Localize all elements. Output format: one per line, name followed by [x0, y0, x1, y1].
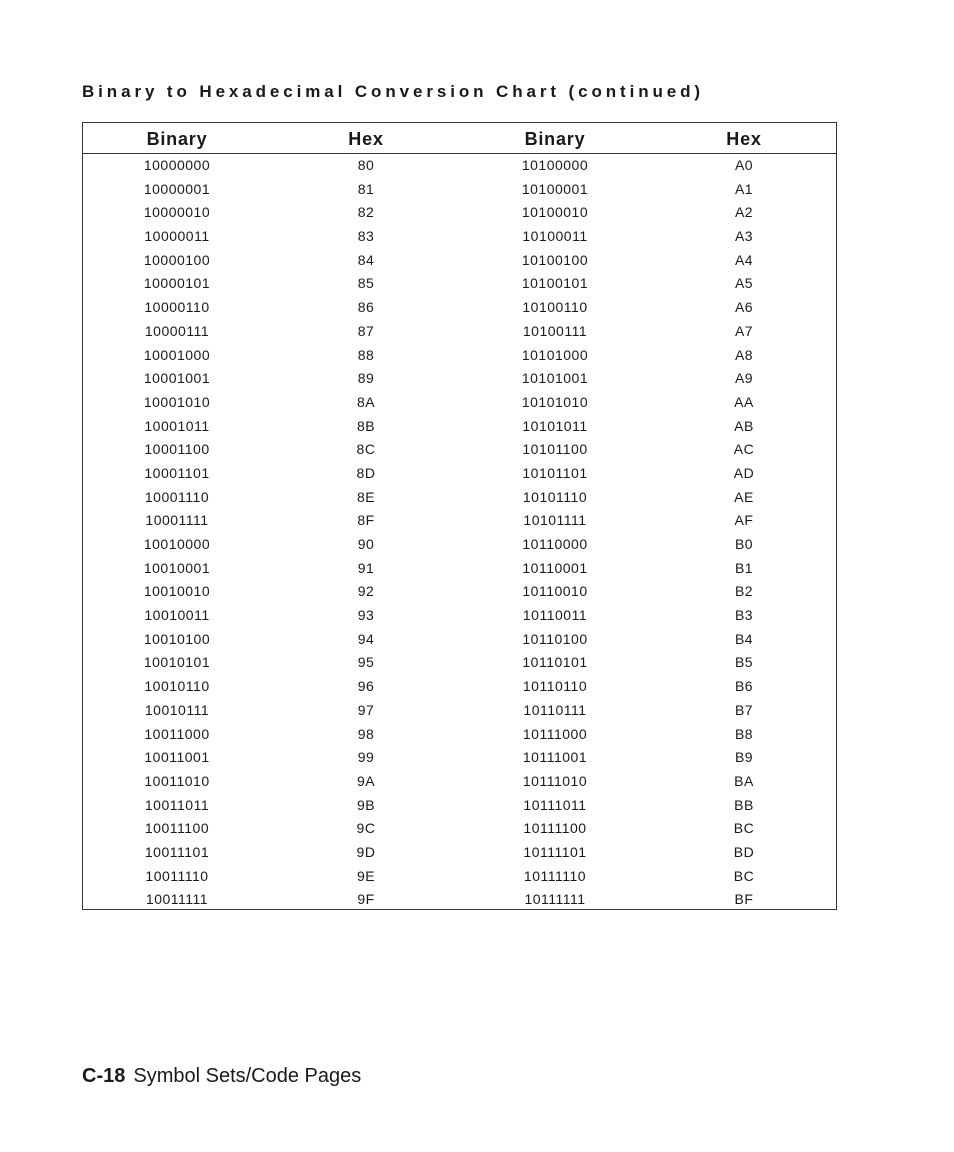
cell-hex-left: 8B	[356, 417, 376, 434]
cell-hex-right: B5	[734, 654, 754, 671]
cell-hex-right: B7	[734, 701, 754, 718]
table-row	[83, 367, 836, 391]
table-row	[83, 699, 836, 723]
cell-binary-left: 10011011	[144, 796, 210, 813]
cell-hex-left: 8F	[357, 512, 375, 529]
cell-binary-left: 10000000	[143, 157, 211, 173]
cell-hex-left: 98	[357, 725, 375, 742]
cell-binary-right: 10101001	[521, 370, 589, 387]
cell-binary-right: 10101110	[522, 488, 588, 505]
cell-hex-right: B0	[734, 536, 754, 552]
cell-binary-left: 10011110	[145, 867, 209, 884]
cell-binary-right: 10111101	[523, 843, 587, 860]
table-row	[83, 344, 836, 368]
cell-binary-left: 10001101	[144, 464, 210, 481]
cell-binary-left: 10001110	[144, 488, 210, 505]
cell-binary-left: 10010110	[144, 678, 210, 695]
table-row	[83, 770, 836, 794]
cell-binary-right: 10111001	[522, 749, 588, 766]
cell-binary-left: 10010000	[143, 536, 211, 552]
cell-hex-right: A0	[734, 157, 754, 173]
cell-hex-right: AB	[734, 417, 754, 434]
cell-binary-left: 10010011	[144, 607, 210, 624]
table-row	[83, 557, 836, 581]
cell-binary-left: 10010111	[144, 701, 210, 718]
cell-binary-left: 10000110	[144, 299, 210, 316]
header-binary-right: Binary	[524, 129, 586, 149]
cell-hex-right: A7	[734, 322, 754, 339]
cell-binary-left: 10010010	[143, 583, 211, 600]
page-number: C-18	[82, 1065, 126, 1087]
cell-hex-left: 86	[357, 299, 375, 316]
cell-hex-left: 8A	[356, 393, 376, 410]
cell-binary-left: 10000100	[143, 251, 211, 268]
table-row	[83, 178, 836, 202]
cell-hex-left: 95	[357, 654, 375, 671]
cell-binary-left: 10011100	[144, 820, 210, 837]
cell-hex-right: A9	[734, 370, 754, 387]
cell-hex-left: 9E	[356, 867, 376, 884]
cell-hex-left: 9B	[356, 796, 376, 813]
cell-hex-right: A3	[734, 228, 754, 245]
table-row	[83, 651, 836, 675]
cell-hex-left: 85	[357, 275, 375, 292]
cell-hex-right: AE	[734, 488, 754, 505]
table-row	[83, 841, 836, 865]
cell-hex-left: 94	[357, 630, 375, 647]
table-row	[83, 225, 836, 249]
cell-hex-right: AF	[734, 512, 754, 529]
cell-hex-right: AA	[734, 393, 754, 410]
table-body	[83, 154, 836, 912]
cell-hex-right: A1	[734, 180, 754, 197]
cell-hex-right: B9	[734, 749, 754, 766]
cell-binary-left: 10010100	[143, 630, 211, 647]
cell-hex-left: 88	[357, 346, 375, 363]
cell-hex-right: B3	[734, 607, 754, 624]
table-row	[83, 817, 836, 841]
header-binary-left: Binary	[146, 129, 208, 149]
cell-binary-right: 10110111	[523, 701, 587, 718]
cell-hex-left: 82	[357, 204, 375, 221]
page-footer	[82, 1065, 361, 1088]
cell-binary-right: 10101011	[522, 417, 588, 434]
cell-binary-right: 10100100	[521, 251, 589, 268]
cell-binary-left: 10011111	[145, 891, 209, 908]
table-row	[83, 865, 836, 889]
table-row	[83, 296, 836, 320]
cell-hex-right: A2	[734, 204, 754, 221]
cell-binary-right: 10100000	[521, 157, 589, 173]
cell-binary-right: 10101111	[523, 512, 587, 529]
cell-binary-right: 10110110	[522, 678, 588, 695]
cell-binary-right: 10110101	[522, 654, 588, 671]
cell-binary-right: 10100011	[522, 228, 588, 245]
cell-binary-right: 10111000	[522, 725, 588, 742]
cell-hex-right: B8	[734, 725, 754, 742]
cell-hex-right: BC	[733, 820, 755, 837]
cell-hex-left: 83	[357, 228, 375, 245]
cell-hex-right: BD	[733, 843, 755, 860]
cell-binary-right: 10100111	[522, 322, 588, 339]
table-row	[83, 604, 836, 628]
cell-hex-right: AD	[733, 464, 755, 481]
table-row	[83, 415, 836, 439]
cell-hex-left: 91	[357, 559, 375, 576]
table-row	[83, 794, 836, 818]
cell-hex-right: AC	[733, 441, 755, 458]
table-row	[83, 675, 836, 699]
cell-hex-right: BC	[733, 867, 755, 884]
table-row	[83, 249, 836, 273]
cell-binary-right: 10110001	[522, 559, 588, 576]
page-title: Binary to Hexadecimal Conversion Chart (continued)	[82, 82, 704, 101]
table-row	[83, 486, 836, 510]
cell-binary-right: 10101010	[521, 393, 589, 410]
cell-binary-left: 10011010	[144, 772, 210, 789]
cell-binary-left: 10001010	[143, 393, 211, 410]
cell-hex-right: BB	[734, 796, 754, 813]
cell-hex-left: 99	[357, 749, 375, 766]
header-hex-left: Hex	[348, 129, 384, 149]
conversion-table	[82, 122, 837, 910]
cell-hex-left: 9A	[356, 772, 376, 789]
cell-binary-left: 10001111	[145, 512, 209, 529]
table-row	[83, 154, 836, 178]
table-row	[83, 391, 836, 415]
table-row	[83, 509, 836, 533]
cell-binary-left: 10001001	[143, 370, 211, 387]
cell-binary-right: 10101101	[522, 464, 588, 481]
cell-binary-right: 10111110	[523, 867, 587, 884]
cell-binary-right: 10111100	[523, 820, 587, 837]
table-row	[83, 462, 836, 486]
cell-binary-left: 10000001	[143, 180, 211, 197]
cell-binary-left: 10011000	[144, 725, 210, 742]
cell-hex-right: A8	[734, 346, 754, 363]
table-row	[83, 746, 836, 770]
cell-binary-right: 10101000	[521, 346, 589, 363]
cell-binary-left: 10010001	[143, 559, 211, 576]
table-row	[83, 580, 836, 604]
cell-binary-right: 10110010	[522, 583, 588, 600]
cell-hex-right: B2	[734, 583, 754, 600]
cell-hex-right: BF	[734, 891, 754, 908]
cell-hex-left: 97	[357, 701, 375, 718]
cell-hex-left: 9D	[356, 843, 376, 860]
cell-hex-right: BA	[734, 772, 754, 789]
cell-hex-left: 96	[357, 678, 375, 695]
cell-binary-right: 10111111	[524, 891, 586, 908]
table-row	[83, 723, 836, 747]
table-row	[83, 201, 836, 225]
section-title: Symbol Sets/Code Pages	[133, 1065, 362, 1087]
cell-binary-right: 10100010	[521, 204, 589, 221]
cell-binary-right: 10111010	[522, 772, 588, 789]
cell-hex-right: B4	[734, 630, 754, 647]
cell-hex-left: 87	[357, 322, 375, 339]
table-row	[83, 888, 836, 912]
table-row	[83, 320, 836, 344]
cell-hex-left: 9C	[356, 820, 376, 837]
cell-hex-left: 8E	[356, 488, 376, 505]
cell-binary-left: 10000101	[143, 275, 211, 292]
cell-hex-left: 81	[357, 180, 375, 197]
table-row	[83, 628, 836, 652]
cell-hex-right: A5	[734, 275, 754, 292]
cell-binary-left: 10011001	[144, 749, 210, 766]
cell-binary-right: 10100001	[521, 180, 589, 197]
cell-binary-left: 10001011	[144, 417, 210, 434]
cell-binary-left: 10001000	[143, 346, 211, 363]
cell-hex-right: B1	[734, 559, 754, 576]
cell-hex-left: 80	[357, 157, 375, 173]
cell-hex-left: 90	[357, 536, 375, 552]
cell-hex-right: A6	[734, 299, 754, 316]
table-row	[83, 533, 836, 557]
cell-hex-left: 92	[357, 583, 375, 600]
cell-binary-left: 10000011	[144, 228, 210, 245]
cell-binary-right: 10111011	[523, 796, 587, 813]
cell-binary-left: 10001100	[144, 441, 210, 458]
cell-hex-right: B6	[734, 678, 754, 695]
cell-hex-left: 93	[357, 607, 375, 624]
cell-binary-left: 10010101	[143, 654, 211, 671]
cell-binary-left: 10000111	[144, 322, 210, 339]
cell-binary-right: 10110000	[522, 536, 588, 552]
cell-binary-left: 10000010	[143, 204, 211, 221]
table-row	[83, 438, 836, 462]
cell-hex-left: 8D	[356, 464, 376, 481]
cell-binary-left: 10011101	[144, 843, 210, 860]
cell-binary-right: 10100101	[521, 275, 589, 292]
table-row	[83, 272, 836, 296]
cell-hex-left: 9F	[357, 891, 375, 908]
cell-binary-right: 10101100	[522, 441, 588, 458]
cell-hex-left: 8C	[356, 441, 376, 458]
header-hex-right: Hex	[726, 129, 762, 149]
cell-hex-left: 89	[357, 370, 375, 387]
cell-hex-left: 84	[357, 251, 375, 268]
cell-binary-right: 10110011	[522, 607, 588, 624]
cell-binary-right: 10100110	[522, 299, 588, 316]
cell-hex-right: A4	[734, 251, 754, 268]
cell-binary-right: 10110100	[522, 630, 588, 647]
table-header-row	[83, 123, 836, 154]
